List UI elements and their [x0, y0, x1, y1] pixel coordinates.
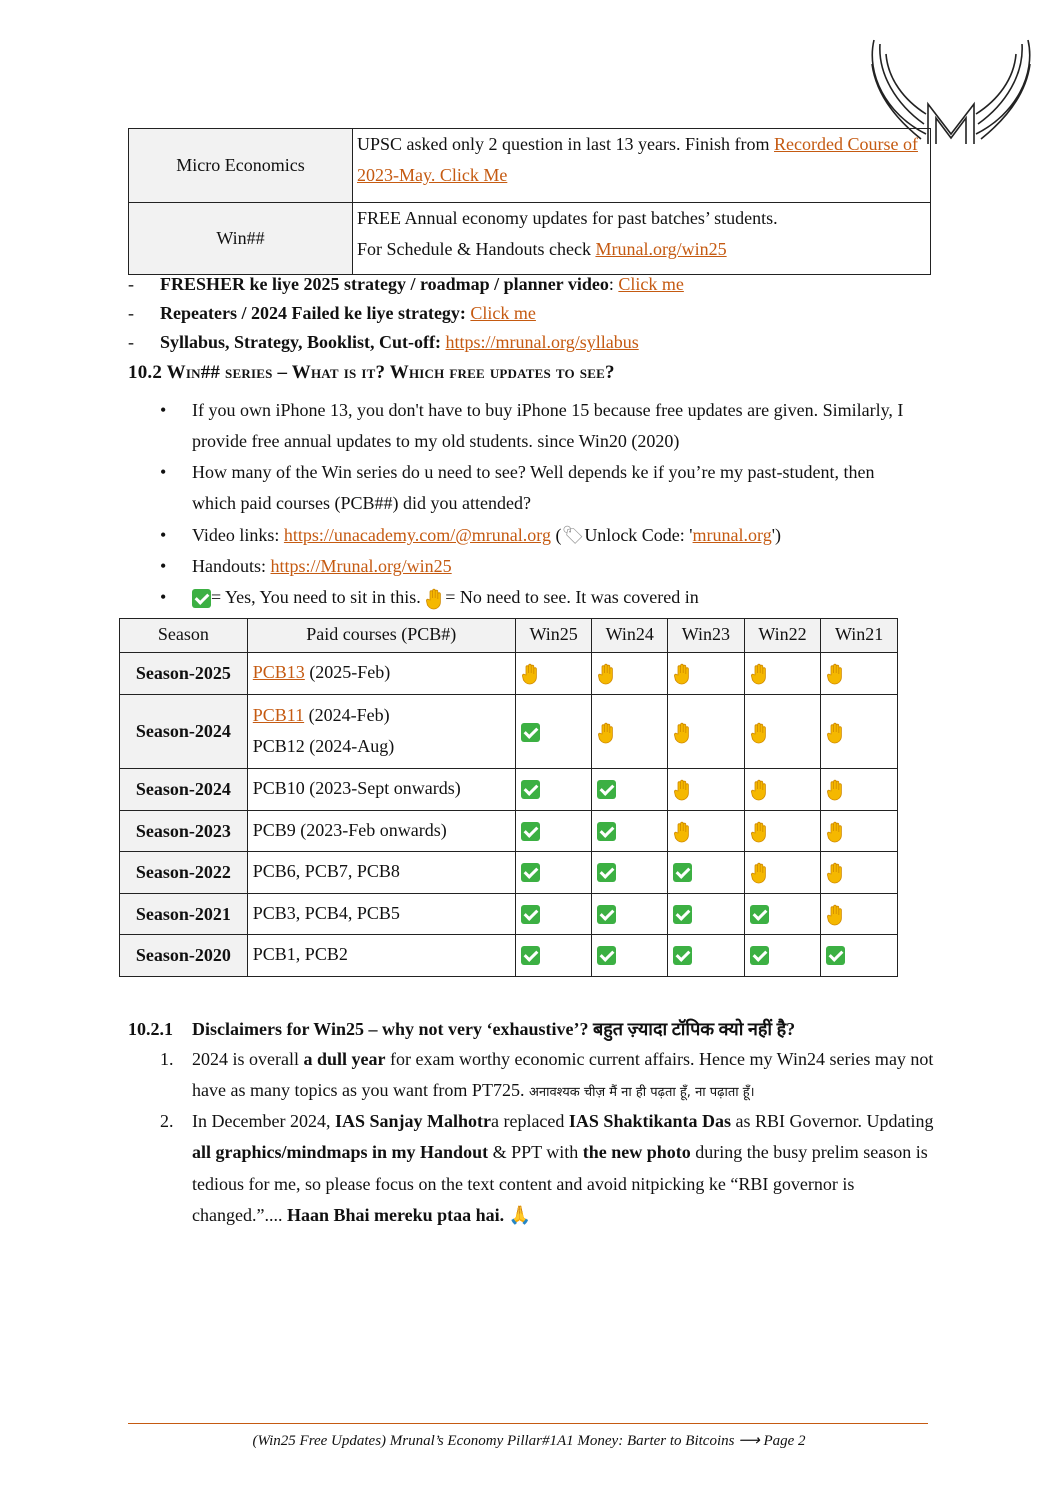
check-icon: [192, 589, 211, 608]
numbered-item: [160, 1044, 940, 1109]
bullet-text: How many of the Win series do u need to see? Well depends ke if you’re my past-student, then which paid courses (PCB##) did you attended?: [192, 462, 875, 513]
fresher-strategy-link[interactable]: Click me: [618, 274, 684, 294]
check-icon: [521, 905, 540, 924]
item-number: 2.: [160, 1111, 174, 1131]
table-header-row: [120, 619, 898, 653]
raised-hand-icon: [826, 862, 846, 884]
course-text: (2024-Feb): [304, 705, 390, 725]
syllabus-link[interactable]: https://mrunal.org/syllabus: [445, 332, 639, 352]
unacademy-link[interactable]: https://unacademy.com/@mrunal.org: [283, 525, 551, 545]
mark-cell: [668, 769, 745, 811]
column-header: Season: [120, 619, 248, 653]
table-row: [129, 129, 931, 203]
mark-cell: [668, 811, 745, 852]
item-label: Syllabus, Strategy, Booklist, Cut-off:: [160, 332, 442, 352]
courses-cell: [247, 894, 515, 935]
check-icon: [673, 863, 692, 882]
mark-cell: [668, 852, 745, 894]
season-cell: Season-2022: [120, 852, 248, 894]
column-header: Win23: [668, 619, 745, 653]
text: In December 2024,: [192, 1111, 335, 1131]
raised-hand-icon: [597, 722, 617, 744]
bullet-text: = No need to see. It was covered in: [445, 587, 699, 607]
check-icon: [597, 863, 616, 882]
check-icon: [521, 863, 540, 882]
check-icon: [521, 822, 540, 841]
table-row: [120, 811, 898, 852]
text: & PPT with: [488, 1142, 583, 1163]
hindi-text: अनावश्यक चीज़ मैं ना ही पढ़ता हूँ, ना पढ़ाता हूँ।: [528, 1085, 755, 1101]
raised-hand-icon: [673, 779, 693, 801]
course-line: [253, 852, 510, 891]
row-label: Micro Economics: [129, 129, 353, 203]
season-cell: Season-2023: [120, 811, 248, 852]
course-line: [253, 935, 510, 974]
check-icon: [750, 905, 769, 924]
sep: :: [608, 274, 619, 294]
course-text: PCB3, PCB4, PCB5: [252, 903, 400, 923]
cell-text: UPSC asked only 2 question in last 13 years. Finish from: [357, 134, 774, 154]
section-heading: 10.2 Win## series – What is it? Which free updates to see?: [128, 362, 615, 383]
mark-cell: [821, 852, 898, 894]
season-cell: Season-2021: [120, 894, 248, 935]
numbered-item: [160, 1106, 940, 1231]
mark-cell: [744, 811, 821, 852]
table-row: [120, 653, 898, 695]
bullet-text: Video links:: [192, 525, 284, 545]
mark-cell: [821, 769, 898, 811]
courses-cell: [247, 852, 515, 894]
text: all graphics/mindmaps in my Handout: [192, 1142, 489, 1163]
item-label: Repeaters / 2024 Failed ke liye strategy:: [160, 303, 466, 323]
course-text: (2025-Feb): [304, 662, 391, 682]
courses-cell: [247, 769, 515, 811]
mark-cell: [744, 769, 821, 811]
mark-cell: [515, 894, 592, 935]
raised-hand-icon: [826, 904, 846, 926]
mark-cell: [668, 695, 745, 769]
list-item: - Syllabus, Strategy, Booklist, Cut-off: https://mrunal.org/syllabus: [128, 332, 639, 352]
check-icon: [826, 946, 845, 965]
bullet-item: • = Yes, You need to sit in this. = No need to see. It was covered in: [160, 582, 910, 613]
bullet-text: Handouts:: [192, 556, 271, 576]
footer-divider: [128, 1423, 928, 1424]
text: for exam worthy economic current affairs. Hence my Win24 series may not have as many topics as you want from PT725.: [192, 1049, 934, 1101]
list-item: - Repeaters / 2024 Failed ke liye strategy: Click me: [128, 303, 536, 323]
check-icon: [597, 780, 616, 799]
raised-hand-icon: [826, 779, 846, 801]
table-row: [120, 769, 898, 811]
courses-cell: [247, 811, 515, 852]
mark-cell: [668, 653, 745, 695]
courses-cell: [247, 653, 515, 695]
check-icon: [750, 946, 769, 965]
item-label: FRESHER ke liye 2025 strategy / roadmap / planner video: [160, 274, 609, 294]
raised-hand-icon: [597, 663, 617, 685]
course-text: PCB6, PCB7, PCB8: [252, 861, 400, 881]
course-text: PCB10 (2023-Sept onwards): [252, 778, 461, 798]
row-label: Win##: [129, 203, 353, 275]
bullet-item: • How many of the Win series do u need to see? Well depends ke if you’re my past-student, then which paid courses (PCB##) did you attended?: [160, 457, 910, 519]
raised-hand-icon: [750, 821, 770, 843]
mark-cell: [592, 894, 668, 935]
recorded-course-link[interactable]: Recorded Course of 2023-May. Click Me: [357, 134, 918, 185]
cell-text: FREE Annual economy updates for past batches’ students.: [357, 208, 778, 228]
check-icon: [521, 780, 540, 799]
repeaters-strategy-link[interactable]: Click me: [470, 303, 536, 323]
course-line: [253, 811, 510, 849]
course-text: PCB12 (2024-Aug): [252, 736, 395, 756]
text: a dull year: [303, 1049, 386, 1069]
check-icon: [673, 946, 692, 965]
mark-cell: [515, 695, 592, 769]
mark-cell: [744, 894, 821, 935]
mark-cell: [515, 852, 592, 894]
season-cell: Season-2024: [120, 695, 248, 769]
season-cell: Season-2024: [120, 769, 248, 811]
raised-hand-icon: [750, 663, 770, 685]
check-icon: [597, 822, 616, 841]
mark-cell: [592, 852, 668, 894]
key-icon: 🏷: [561, 525, 585, 545]
text: the new photo: [582, 1142, 691, 1163]
course-line: [253, 700, 510, 731]
text: IAS Sanjay Malhotr: [334, 1111, 491, 1131]
list-item: - FRESHER ke liye 2025 strategy / roadmap / planner video: Click me: [128, 274, 684, 294]
course-text: PCB1, PCB2: [252, 944, 348, 964]
course-link[interactable]: PCB13: [252, 662, 305, 682]
course-info-table: [128, 128, 931, 275]
handouts-link[interactable]: https://Mrunal.org/win25: [270, 556, 452, 576]
course-line: [253, 769, 510, 808]
raised-hand-icon: [521, 663, 541, 685]
bullet-text: If you own iPhone 13, you don't have to buy iPhone 15 because free updates are given. Similarly, I provide free annual updates to my old students. since Win20 (2020): [192, 400, 904, 451]
raised-hand-icon: [425, 588, 445, 610]
raised-hand-icon: [750, 779, 770, 801]
mark-cell: [821, 653, 898, 695]
mark-cell: [592, 653, 668, 695]
column-header: Win22: [744, 619, 821, 653]
table-row: [120, 695, 898, 769]
mark-cell: [821, 935, 898, 977]
mark-cell: [515, 653, 592, 695]
item-number: 1.: [160, 1049, 174, 1069]
bullet-text: Unlock Code: ': [584, 525, 693, 545]
mark-cell: [668, 894, 745, 935]
subsection-number: 10.2.1: [128, 1019, 173, 1039]
raised-hand-icon: [826, 722, 846, 744]
mark-cell: [515, 811, 592, 852]
mark-cell: [592, 769, 668, 811]
season-cell: Season-2020: [120, 935, 248, 977]
bullet-item: • If you own iPhone 13, you don't have to buy iPhone 15 because free updates are given. Similarly, I provide free annual updates to my old students. since Win20 (2020): [160, 395, 910, 457]
bullet-item: • Video links: https://unacademy.com/@mrunal.org (🏷Unlock Code: 'mrunal.org'): [160, 525, 781, 545]
bullet-text: = Yes, You need to sit in this.: [211, 587, 426, 607]
check-icon: [597, 905, 616, 924]
text: a replaced: [490, 1111, 569, 1131]
check-icon: [597, 946, 616, 965]
column-header: Win24: [592, 619, 668, 653]
courses-cell: [247, 935, 515, 977]
check-icon: [521, 946, 540, 965]
subsection-heading: [128, 1015, 795, 1043]
raised-hand-icon: [750, 722, 770, 744]
course-link[interactable]: PCB11: [252, 705, 305, 725]
mark-cell: [515, 769, 592, 811]
course-text: PCB9 (2023-Feb onwards): [252, 820, 447, 840]
mark-cell: [515, 935, 592, 977]
unlock-code-link[interactable]: mrunal.org: [692, 525, 772, 545]
mark-cell: [744, 653, 821, 695]
raised-hand-icon: [826, 821, 846, 843]
mark-cell: [592, 811, 668, 852]
mark-cell: [668, 935, 745, 977]
raised-hand-icon: [750, 862, 770, 884]
cell-text: For Schedule & Handouts check: [357, 239, 596, 259]
mark-cell: [821, 894, 898, 935]
column-header: Paid courses (PCB#): [247, 619, 515, 653]
course-line: [253, 894, 510, 932]
course-line: [253, 653, 510, 692]
table-row: [120, 935, 898, 977]
raised-hand-icon: [673, 663, 693, 685]
raised-hand-icon: [673, 722, 693, 744]
mark-cell: [592, 695, 668, 769]
courses-cell: [247, 695, 515, 769]
text: during the busy prelim season is tedious for me, so please focus on the text content and avoid nitpicking ke “RBI governor is changed.”....: [192, 1142, 928, 1225]
bullet-text: (: [550, 525, 562, 545]
table-row: [120, 852, 898, 894]
mark-cell: [821, 811, 898, 852]
text: Haan Bhai mereku ptaa hai.: [286, 1204, 505, 1225]
raised-hand-icon: [826, 663, 846, 685]
mark-cell: [744, 852, 821, 894]
text: 2024 is overall: [192, 1049, 304, 1069]
folded-hands-icon: 🙏: [508, 1204, 532, 1225]
column-header: Win21: [821, 619, 898, 653]
win25-link[interactable]: Mrunal.org/win25: [595, 239, 727, 259]
check-icon: [673, 905, 692, 924]
table-row: [120, 894, 898, 935]
bullet-text: '): [771, 525, 781, 545]
text: IAS Shaktikanta Das: [568, 1111, 731, 1131]
check-icon: [521, 723, 540, 742]
course-line: [253, 731, 510, 762]
text: as RBI Governor. Updating: [730, 1111, 934, 1131]
bullet-item: • Handouts: https://Mrunal.org/win25: [160, 556, 452, 576]
mark-cell: [744, 695, 821, 769]
win-series-table: [119, 618, 898, 977]
mark-cell: [592, 935, 668, 977]
mark-cell: [821, 695, 898, 769]
subsection-title: Disclaimers for Win25 – why not very ‘exhaustive’? बहुत ज़्यादा टॉपिक क्यो नहीं है?: [192, 1019, 796, 1039]
mark-cell: [744, 935, 821, 977]
raised-hand-icon: [673, 821, 693, 843]
column-header: Win25: [515, 619, 592, 653]
table-row: [129, 203, 931, 275]
season-cell: Season-2025: [120, 653, 248, 695]
page-footer: (Win25 Free Updates) Mrunal’s Economy Pillar#1A1 Money: Barter to Bitcoins ⟶ Page 2: [252, 1433, 806, 1449]
